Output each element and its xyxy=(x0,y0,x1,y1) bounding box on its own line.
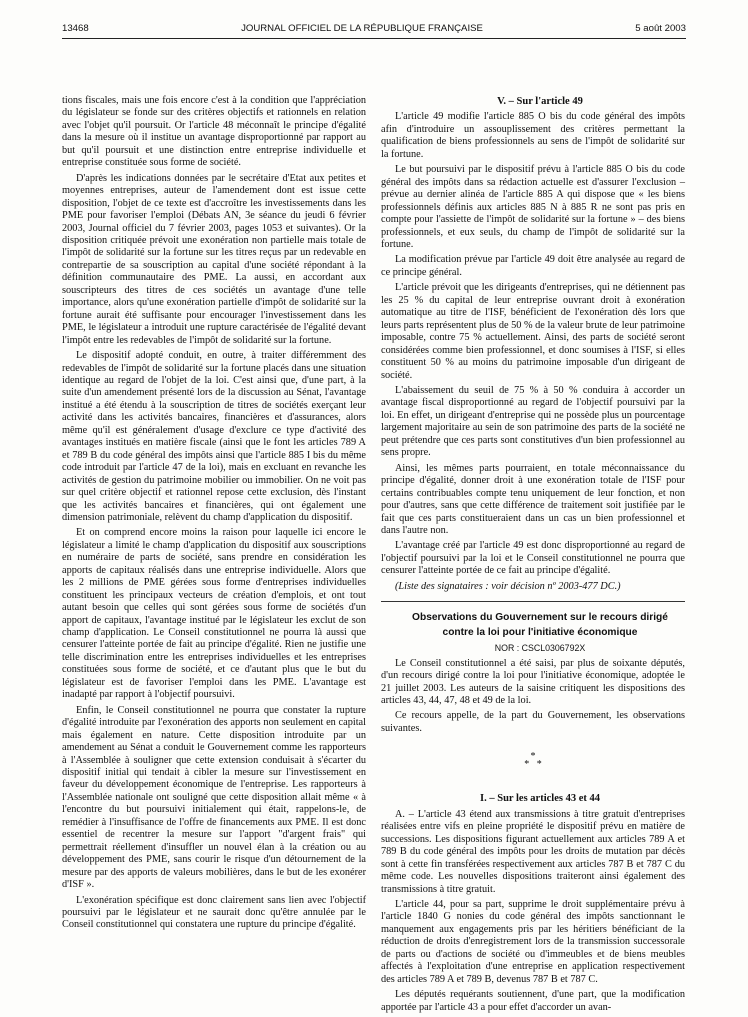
paragraph: Ainsi, les mêmes parts pourraient, en totale méconnaissance du principe d'égalité, donner droit à une exonération totale de l'ISF pour certains contribuables compte tenu uniquement de leur fonction, et non pour d'autres, sans que cette différence de traitement soit justifiée par le fait que ces parts constitueraient dans un cas un bien professionnel et dans l'autre non. xyxy=(381,462,685,536)
observations-title-line1: Observations du Gouvernement sur le recours dirigé xyxy=(412,612,668,624)
paragraph: Enfin, le Conseil constitutionnel ne pourra que constater la rupture d'égalité introduite par l'exonération des apports non seulement en capital mais également en nature. Cette disposition introduite par un amendement au Sénat a conduit le Gouvernement comme les rapporteurs à l'Assemblée à souligner que cette extension conduisait à s'écarter du dispositif initial qui tendait à cibler la mesure sur l'investissement en faveur du développement économique de l'entreprise. Les rapporteurs à l'Assemblée nationale ont souligné que cette disposition allait même « à l'encontre du but poursuivi initialement qui était, rappelons-le, de remédier à l'insuffisance de l'offre de financements aux PME. Il est donc essentiel de recentrer la mesure sur l'apport "d'argent frais" qui permettrait réellement d'insuffler un nouvel élan à la création ou au développement des PME, sans courir le risque d'un détournement de la mesure par des apports de valeurs mobilières, dans le but de les exonérer d'ISF ». xyxy=(62,704,366,891)
header-rule xyxy=(62,38,686,39)
section-divider xyxy=(381,601,685,602)
section-i-heading: I. – Sur les articles 43 et 44 xyxy=(480,793,600,805)
section-v-heading: V. – Sur l'article 49 xyxy=(497,96,583,107)
paragraph: Le Conseil constitutionnel a été saisi, par plus de soixante députés, d'un recours dirigé contre la loi pour l'initiative économique, adoptée le 21 juillet 2003. Les auteurs de la saisine critiquent les dispositions des articles 43, 44, 47, 48 et 49 de la loi. xyxy=(381,657,685,707)
paragraph: Ce recours appelle, de la part du Gouvernement, les observations suivantes. xyxy=(381,710,685,734)
paragraph: L'article 49 modifie l'article 885 O bis du code général des impôts afin d'introduire un assouplissement des critères permettant la qualification de biens professionnels au sens de l'impôt de solidarité sur la fortune. xyxy=(381,111,685,160)
paragraph: L'avantage créé par l'article 49 est donc disproportionné au regard de l'objectif poursuivi par la loi et le Conseil constitutionnel ne pourra que censurer l'atteinte portée de ce fait au principe d'égalité. xyxy=(381,540,685,577)
paragraph: Le but poursuivi par le dispositif prévu à l'article 885 O bis du code général des impôts dans sa rédaction actuelle est d'assurer l'exclusion – prévue au dernier alinéa de l'article 885 A qui dispose que « les biens professionnels définis aux articles 885 N à 885 R ne sont pas pris en compte pour l'assiette de l'impôt de solidarité sur la fortune » – des biens professionnels, et eux seuls, du champ de l'impôt de solidarité sur la fortune. xyxy=(381,164,685,250)
journal-title: JOURNAL OFFICIEL DE LA RÉPUBLIQUE FRANÇAISE xyxy=(241,22,483,34)
paragraph: La modification prévue par l'article 49 doit être analysée au regard de ce principe général. xyxy=(381,254,685,278)
paragraph: Le dispositif adopté conduit, en outre, à traiter différemment des redevables de l'impôt de solidarité sur la fortune placés dans une situation identique au regard de l'objet de la loi. C'est ainsi que, d'une part, à la suite d'un amendement présenté lors de la discussion au Sénat, l'avantage institué a été étendu à la souscription de titres de sociétés exerçant leur activité dans les activités bancaires, financières et d'assurances, alors même qu'il est généralement d'usage d'exclure ce type d'activité des avantages institués en matière fiscale (ainsi que le font les articles 789 A et 789 B du code général des impôts ainsi que l'article 885 I bis du même code introduit par l'article 47 de la loi), mais en excluant en revanche les activités de gestion du patrimoine mobilier ou immobilier. On ne voit pas sur quel critère objectif et rationnel repose cette exclusion, dès l'instant que les activités bancaires et financières, qui ont également une dimension patrimoniale, relèvent du champ d'application du dispositif. xyxy=(62,350,366,523)
paragraph: D'après les indications données par le secrétaire d'Etat aux petites et moyennes entreprises, auteur de l'amendement dont est issue cette disposition, l'objet de ce texte est d'accroître les investissements dans les PME pour favoriser l'emploi (Débats AN, 3e séance du jeudi 6 février 2003, Journal officiel du 7 février 2003, pages 1053 et suivantes). Or la disposition critiquée prévoit une exonération non partielle mais totale de l'impôt de solidarité sur la fortune sur les titres reçus par un redevable en contrepartie de sa souscription au capital d'une société répondant à la définition communautaire des PME. La aussi, en accordant aux souscripteurs des titres de ces sociétés un avantage d'une telle importance, alors qu'une exonération partielle d'impôt de solidarité sur la fortune aurait été suffisante pour encourager l'investissement dans les PME, le législateur a introduit une rupture caractérisée de l'égalité devant l'impôt entre les redevables de l'impôt de solidarité sur la fortune. xyxy=(62,172,366,346)
signatories-note: (Liste des signataires : voir décision nº 2003-477 DC.) xyxy=(395,580,621,592)
paragraph: L'exonération spécifique est donc clairement sans lien avec l'objectif poursuivi par le législateur et ne saurait donc qu'être annulée par le Conseil constitutionnel qui constatera une rupture du principe d'égalité. xyxy=(62,894,366,931)
left-column xyxy=(62,95,366,935)
page-number: 13468 xyxy=(62,22,89,34)
right-column xyxy=(381,96,685,1017)
nor-reference: NOR : CSCL0306792X xyxy=(494,643,586,654)
paragraph: L'abaissement du seuil de 75 % à 50 % conduira à accorder un avantage fiscal disproportionné au regard de l'objectif poursuivi par la loi. En effet, un dirigeant d'entreprise qui ne possède plus un pourcentage largement majoritaire au sein de son patrimoine des parts de la société ne peut prétendre que ces parts sont constitutives d'un bien professionnel au sens propre. xyxy=(381,384,685,459)
paragraph: Et on comprend encore moins la raison pour laquelle ici encore le législateur a limité le champ d'application du dispositif aux souscriptions en numéraire de parts de société, sans prendre en considération les apports de capitaux réalisés dans une entreprise individuelle. Alors que les 2 millions de PME gérées sous forme d'entreprises individuelles constituent les principaux vecteurs de création d'emplois, et ont tout autant besoin que celles qui sont gérées sous forme de sociétés d'un apport de capitaux, l'avantage institué par le législateur les exclut de son champ d'application. Le Conseil constitutionnel ne pourra là aussi que censurer l'atteinte portée de fait au principe d'égalité. Rien ne justifie une telle discrimination entre les entreprises individuelles et les entreprises constituées sous forme de société, et ce d'autant plus que le but du législateur est de favoriser l'emploi dans les PME. L'avantage est inadapté par rapport à l'objectif poursuivi. xyxy=(62,527,366,701)
paragraph: L'article prévoit que les dirigeants d'entreprises, qui ne détiennent pas les 25 % du capital de leur entreprise ouvrant droit à exonération automatique au titre de l'ISF, bénéficient de l'exonération dès lors que leurs parts représentent plus de 50 % de la valeur brute de leur patrimoine imposable, contre 75 % actuellement. Ainsi, des parts de société seront considérées comme bien professionnel, et donc soumises à l'ISF, si elles constituent 50 % au moins du patrimoine imposable d'un dirigeant de société. xyxy=(381,282,685,381)
paragraph: A. – L'article 43 étend aux transmissions à titre gratuit d'entreprises réalisées entre vifs en pleine propriété le dispositif prévu en matière de successions. Les dispositions figurant actuellement aux articles 789 A et 789 B du code général des impôts pour les droits de mutation par décès sont à cette fin transférées respectivement aux articles 787 B et 787 C du même code. Les nouvelles dispositions traiteront ainsi également des transmissions à titre gratuit. xyxy=(381,808,685,895)
page-header xyxy=(62,18,686,38)
observations-title-line2: contre la loi pour l'initiative économique xyxy=(442,627,638,639)
asterism-ornament: * * * xyxy=(524,751,542,771)
paragraph: L'article 44, pour sa part, supprime le droit supplémentaire prévu à l'article 1840 G nonies du code général des impôts sanctionnant le manquement aux engagements pris par les héritiers bénéficiant de la réduction de droits d'enregistrement lors de la transmission successorale de parts ou d'actions de société ou d'immeubles et de biens meubles affectés à l'exploitation d'une entreprise en application respectivement des articles 789 A et 789 B, devenus 787 B et 787 C. xyxy=(381,899,685,985)
publication-date: 5 août 2003 xyxy=(635,22,686,34)
paragraph: tions fiscales, mais une fois encore c'est à la condition que l'appréciation du législateur se fonde sur des critères objectifs et rationnels en relation avec l'objet qu'il poursuit. Or l'article 48 méconnaît le principe d'égalité dans la mesure où il institue un avantage disproportionné par rapport au but qu'il poursuit et une distinction entre entreprise individuelle et entreprise constituée sous forme de société. xyxy=(62,95,366,169)
paragraph: Les députés requérants soutiennent, d'une part, que la modification apportée par l'article 43 a pour effet d'accorder un avan- xyxy=(381,989,685,1013)
